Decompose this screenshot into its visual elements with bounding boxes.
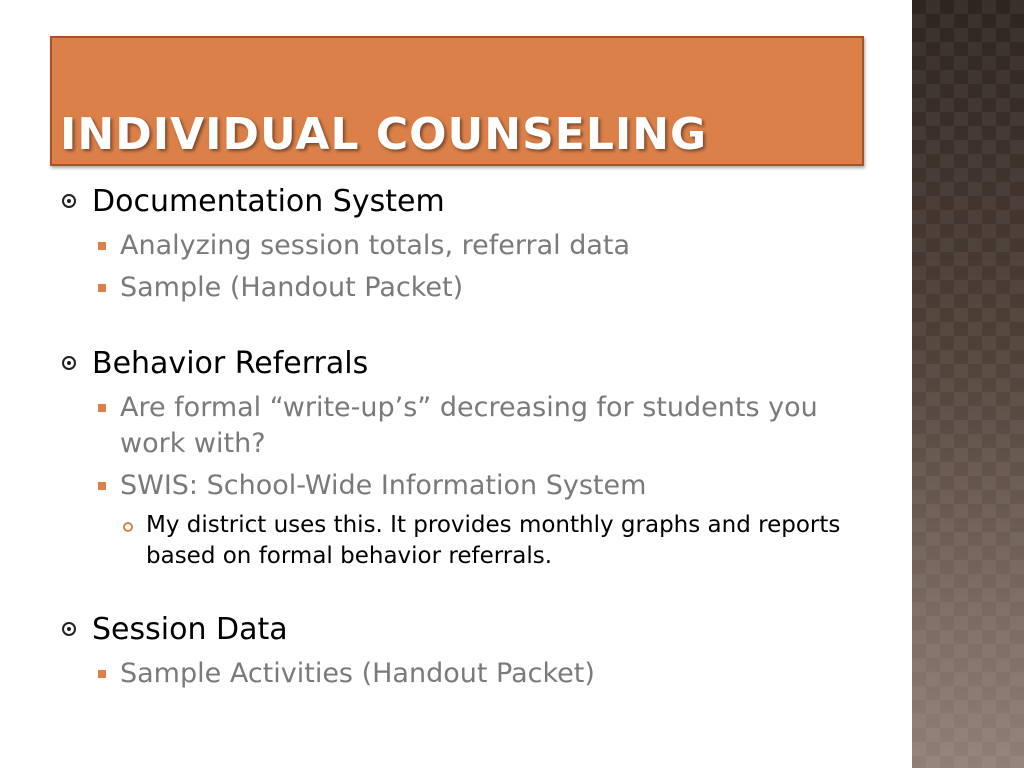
square-icon <box>98 482 106 490</box>
bullet-level2 <box>60 270 850 306</box>
square-icon <box>98 670 106 678</box>
bullet-text: Sample (Handout Packet) <box>120 272 464 303</box>
bullet-heading: Session Data <box>92 612 288 647</box>
bullet-heading: Behavior Referrals <box>92 346 369 381</box>
square-icon <box>98 404 106 412</box>
bullet-text: Are formal “write-up’s” decreasing for students you work with? <box>120 392 818 459</box>
bullet-list <box>60 182 850 692</box>
bullet-text: SWIS: School-Wide Information System <box>120 470 647 501</box>
bullet-heading: Documentation System <box>92 184 445 219</box>
square-icon <box>98 284 106 292</box>
bullet-level2 <box>60 656 850 692</box>
bullet-level1 <box>60 344 850 384</box>
circle-dot-icon <box>62 194 76 208</box>
ring-icon <box>123 522 133 532</box>
circle-dot-icon <box>62 356 76 370</box>
square-icon <box>98 242 106 250</box>
bullet-level2 <box>60 468 850 504</box>
bullet-level2 <box>60 390 850 462</box>
slide-title: INDIVIDUAL COUNSELING <box>60 109 708 160</box>
bullet-text: Sample Activities (Handout Packet) <box>120 658 595 689</box>
bullet-text: Analyzing session totals, referral data <box>120 230 631 261</box>
bullet-level1 <box>60 610 850 650</box>
bullet-level2 <box>60 228 850 264</box>
bullet-text: My district uses this. It provides monthly graphs and reports based on formal behavior referrals. <box>146 512 841 569</box>
bullet-level1 <box>60 182 850 222</box>
bullet-level3 <box>60 510 850 572</box>
title-banner <box>50 36 864 166</box>
circle-dot-icon <box>62 622 76 636</box>
decorative-side-panel <box>912 0 1024 768</box>
